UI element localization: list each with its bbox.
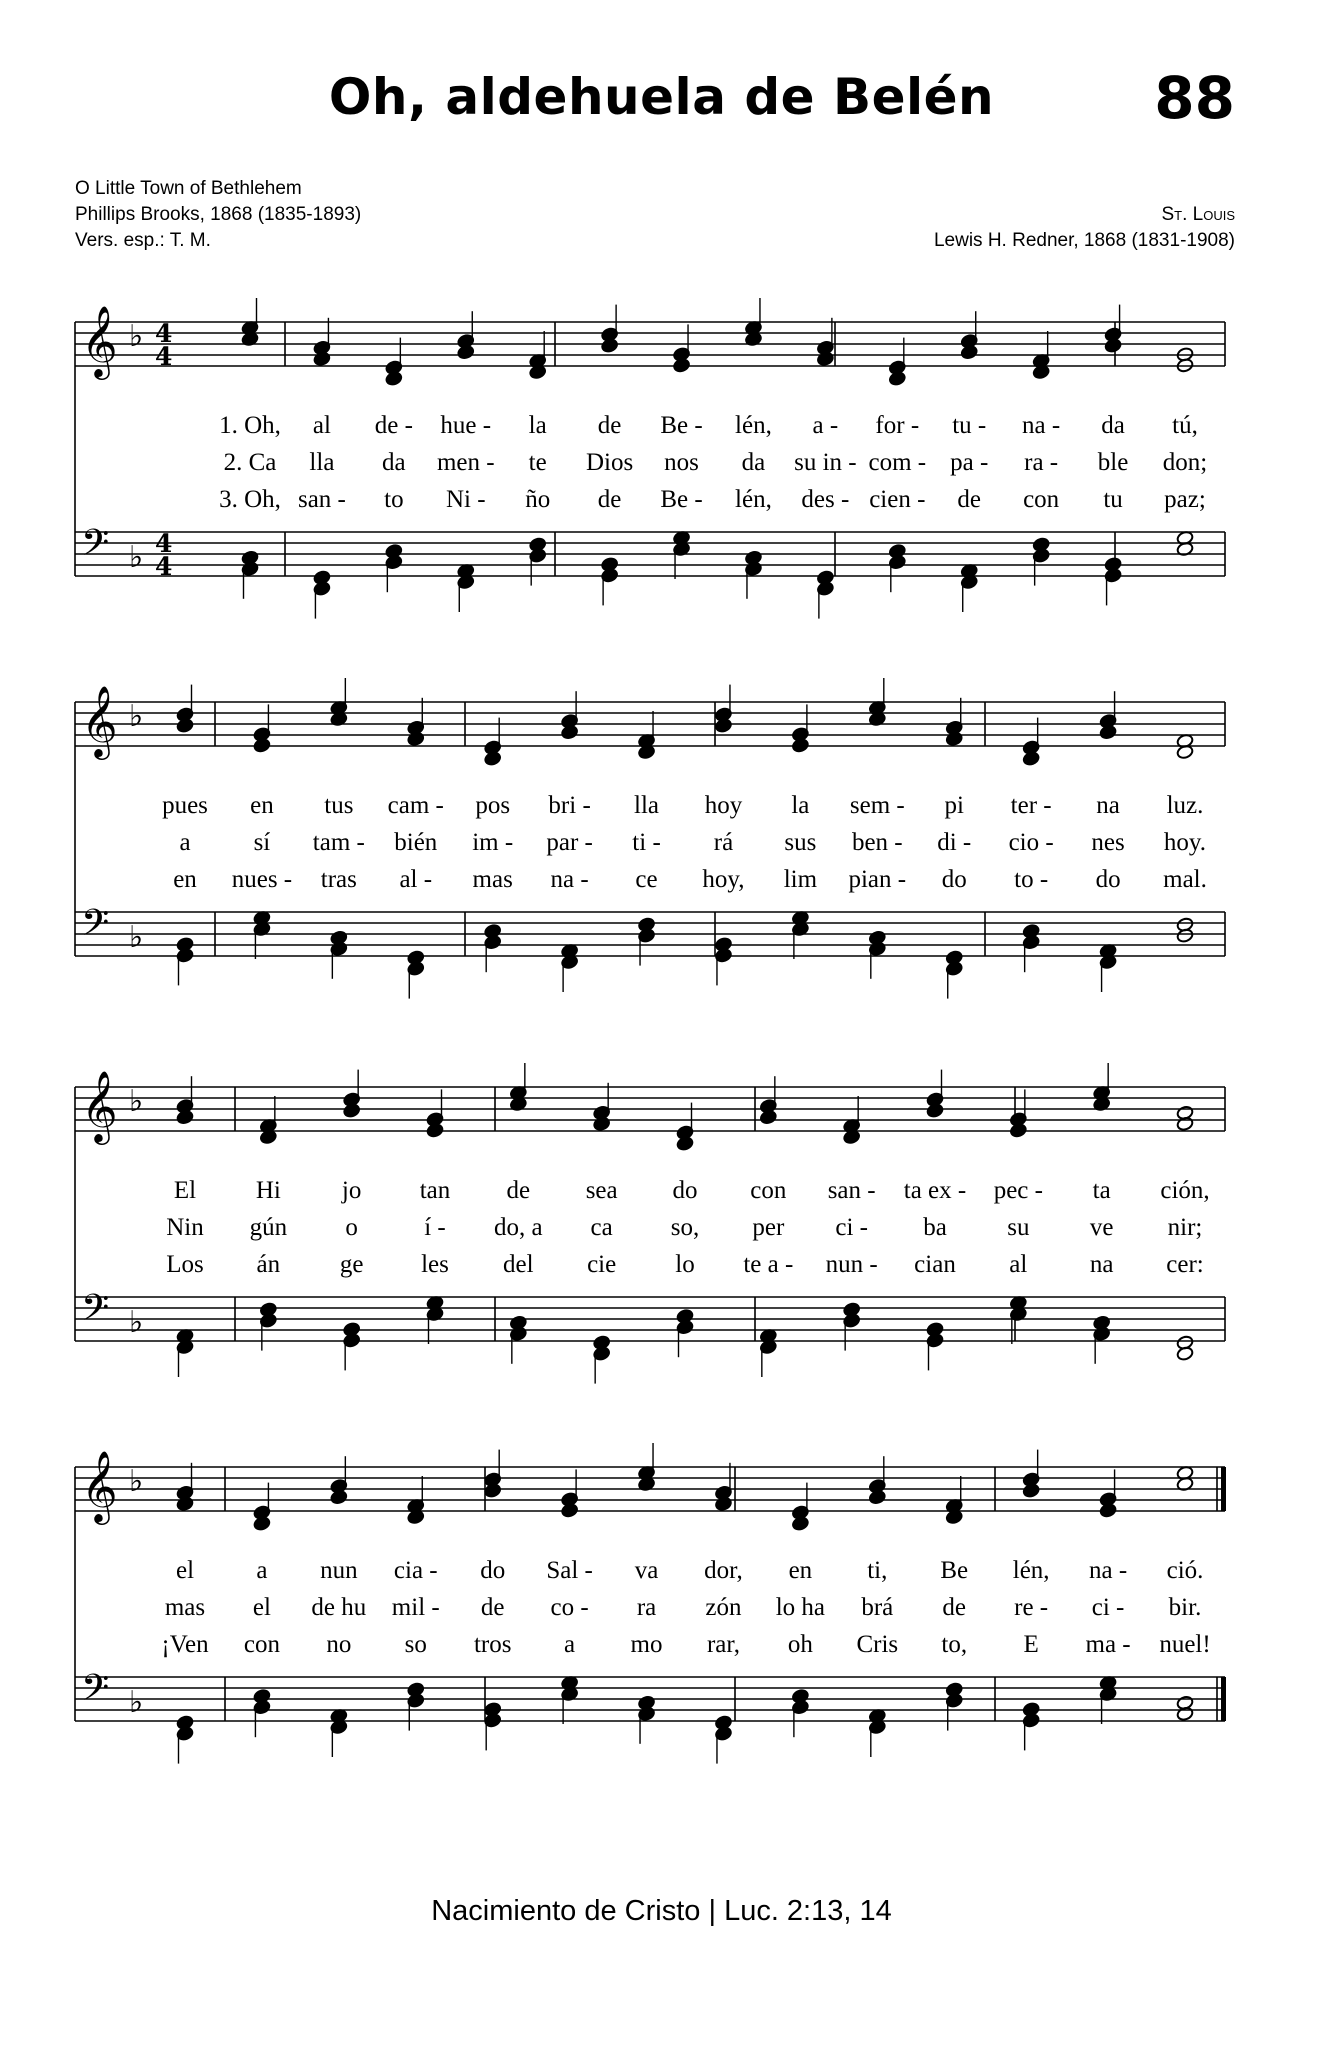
lyric-syllable: paz; <box>1164 486 1206 513</box>
lyric-syllable: ra - <box>1024 449 1059 476</box>
lyric-syllable: Nin <box>166 1214 204 1241</box>
lyric-syllable: tu <box>1103 486 1123 513</box>
lyric-syllable: do <box>941 866 967 893</box>
lyric-syllable: a <box>179 829 191 856</box>
lyric-syllable: de - <box>374 412 413 439</box>
lyric-verse-2 <box>75 1214 1225 1248</box>
lyric-syllable: án <box>256 1251 281 1278</box>
lyric-verse-2 <box>75 449 1225 483</box>
final-barline-thick <box>1221 1677 1226 1721</box>
note-head <box>1022 751 1040 766</box>
note-head <box>253 738 271 753</box>
lyric-syllable: oh <box>787 1631 813 1658</box>
lyric-syllable: te <box>528 449 547 476</box>
treble-clef-icon: 𝄞 <box>81 304 118 377</box>
note-head <box>715 718 733 733</box>
lyric-syllable: Be <box>940 1557 969 1584</box>
lyric-syllable: sus <box>784 829 817 856</box>
lyric-syllable: tras <box>320 866 357 893</box>
flat-icon: ♭ <box>129 1464 144 1499</box>
lyric-syllable: su <box>1007 1214 1030 1241</box>
note-head <box>759 1109 777 1124</box>
lyric-syllable: na - <box>1022 412 1061 439</box>
lyric-syllable: cia - <box>393 1557 438 1584</box>
footer-topic: Nacimiento de Cristo <box>431 1895 701 1927</box>
lyric-syllable: mal. <box>1163 866 1207 893</box>
time-signature-bottom: 4 <box>155 342 173 371</box>
note-head <box>1022 1483 1040 1498</box>
lyric-syllable: de <box>597 486 622 513</box>
note-head <box>601 338 619 353</box>
lyric-verse-3 <box>75 1251 1225 1285</box>
lyric-syllable: to <box>384 486 404 513</box>
lyric-syllable: ma - <box>1085 1631 1131 1658</box>
note-head <box>407 731 425 746</box>
note-head <box>868 1489 886 1504</box>
lyric-syllable: nun <box>320 1557 358 1584</box>
lyric-syllable: E <box>1023 1631 1039 1658</box>
lyric-syllable: na - <box>1088 1557 1128 1584</box>
lyric-syllable: al <box>312 412 331 439</box>
lyric-syllable: en <box>788 1557 813 1584</box>
lyric-syllable: su in - <box>794 449 857 476</box>
note-head <box>1009 1123 1027 1138</box>
tune-name: St. Louis <box>1161 204 1235 225</box>
flat-icon: ♭ <box>129 699 144 734</box>
lyric-syllable: pi <box>944 792 964 819</box>
lyric-syllable: da <box>1101 412 1125 439</box>
lyric-syllable: lén, <box>735 412 772 439</box>
note-head <box>385 371 403 386</box>
note-head <box>593 1116 611 1131</box>
time-signature-bottom: 4 <box>155 552 173 581</box>
footer-separator: | <box>708 1895 716 1927</box>
lyric-syllable: pos <box>475 792 511 819</box>
lyric-syllable: lén, <box>735 486 772 513</box>
lyric-verse-1 <box>75 792 1225 826</box>
music-system-2 <box>75 680 1225 1000</box>
note-head <box>484 751 502 766</box>
lyric-syllable: de hu <box>311 1594 367 1621</box>
lyric-syllable: com - <box>868 449 927 476</box>
lyric-syllable: pues <box>162 792 208 819</box>
hymn-title: Oh, aldehuela de Belén <box>328 68 995 126</box>
lyric-syllable: jo <box>341 1177 362 1204</box>
note-head <box>673 358 691 373</box>
lyric-syllable: de <box>942 1594 967 1621</box>
lyric-syllable: a <box>564 1631 576 1658</box>
lyric-syllable: 2. Ca <box>223 449 277 476</box>
lyric-verse-1 <box>75 412 1225 446</box>
lyric-syllable: luz. <box>1166 792 1204 819</box>
time-signature-top: 4 <box>155 529 173 558</box>
lyric-syllable: im - <box>472 829 514 856</box>
lyric-syllable: Los <box>166 1251 204 1278</box>
note-head <box>791 1516 809 1531</box>
bass-clef-icon: 𝄢 <box>81 522 110 573</box>
lyric-syllable: o <box>345 1214 358 1241</box>
lyric-syllable: a - <box>812 412 839 439</box>
lyric-syllable: tam - <box>312 829 365 856</box>
note-head <box>561 724 579 739</box>
note-head <box>1099 1503 1117 1518</box>
lyric-syllable: al <box>1009 1251 1028 1278</box>
lyric-verse-3 <box>75 486 1225 520</box>
note-head <box>1099 724 1117 739</box>
lyric-syllable: del <box>503 1251 534 1278</box>
lyric-syllable: bién <box>394 829 438 856</box>
note-head <box>816 351 834 366</box>
lyric-syllable: san - <box>297 486 346 513</box>
lyric-verse-3 <box>75 866 1225 900</box>
note-head <box>1104 338 1122 353</box>
lyric-syllable: gún <box>249 1214 288 1241</box>
lyric-syllable: so <box>404 1631 427 1658</box>
lyric-syllable: les <box>421 1251 449 1278</box>
lyric-syllable: la <box>528 412 547 439</box>
lyric-syllable: sí <box>253 829 271 856</box>
lyric-syllable: mil - <box>391 1594 440 1621</box>
note-head <box>457 344 475 359</box>
footer <box>0 1895 1323 1928</box>
note-head <box>945 731 963 746</box>
lyric-syllable: nir; <box>1167 1214 1203 1241</box>
lyric-syllable: da <box>382 449 406 476</box>
lyric-syllable: do <box>480 1557 506 1584</box>
lyric-syllable: mas <box>164 1594 206 1621</box>
lyric-syllable: Ni - <box>445 486 486 513</box>
time-signature-top: 4 <box>155 319 173 348</box>
note-head <box>1176 1346 1194 1361</box>
note-head <box>1176 1706 1194 1721</box>
lyric-syllable: de <box>480 1594 505 1621</box>
lyric-syllable: 3. Oh, <box>219 486 281 513</box>
bass-clef-icon: 𝄢 <box>81 1667 110 1718</box>
lyric-syllable: bir. <box>1168 1594 1202 1621</box>
lyric-syllable: cian <box>914 1251 956 1278</box>
treble-clef-icon: 𝄞 <box>81 1449 118 1522</box>
lyric-syllable: lo ha <box>775 1594 826 1621</box>
bass-clef-icon: 𝄢 <box>81 1287 110 1338</box>
credits-left <box>75 176 361 254</box>
lyric-syllable: el <box>175 1557 195 1584</box>
lyric-syllable: ter - <box>1010 792 1052 819</box>
lyric-syllable: ca <box>590 1214 613 1241</box>
lyric-syllable: con <box>1023 486 1060 513</box>
english-title: O Little Town of Bethlehem <box>75 178 302 199</box>
lyric-syllable: to - <box>1014 866 1049 893</box>
lyric-syllable: Sal - <box>546 1557 593 1584</box>
lyric-syllable: rá <box>713 829 734 856</box>
note-head <box>676 1136 694 1151</box>
lyric-syllable: ti - <box>632 829 661 856</box>
lyric-syllable: en <box>250 792 274 819</box>
note-head <box>176 718 194 733</box>
lyric-syllable: tros <box>473 1631 512 1658</box>
lyric-syllable: Be - <box>660 486 703 513</box>
note-head <box>791 738 809 753</box>
lyric-syllable: de <box>597 412 622 439</box>
lyric-syllable: per <box>752 1214 785 1241</box>
lyric-syllable: Dios <box>585 449 634 476</box>
music-system-4 <box>75 1445 1225 1765</box>
lyric-syllable: do, a <box>494 1214 543 1241</box>
treble-clef-icon: 𝄞 <box>81 684 118 757</box>
lyric-syllable: El <box>173 1177 197 1204</box>
lyric-syllable: nos <box>664 449 699 476</box>
lyric-syllable: hoy. <box>1163 829 1207 856</box>
lyric-syllable: cio - <box>1008 829 1054 856</box>
lyric-syllable: de <box>957 486 982 513</box>
lyric-syllable: Cris <box>856 1631 899 1658</box>
lyric-syllable: ble <box>1097 449 1129 476</box>
lyric-syllable: ci - <box>1091 1594 1125 1621</box>
lyric-syllable: nues - <box>231 866 293 893</box>
lyric-syllable: na <box>1089 1251 1114 1278</box>
lyric-verse-3 <box>75 1631 1225 1665</box>
lyric-syllable: í - <box>424 1214 446 1241</box>
flat-icon: ♭ <box>129 1305 144 1340</box>
lyric-syllable: te a - <box>743 1251 794 1278</box>
lyric-syllable: hue - <box>440 412 492 439</box>
lyric-verse-2 <box>75 829 1225 863</box>
lyric-syllable: 1. Oh, <box>219 412 281 439</box>
lyric-syllable: mo <box>630 1631 663 1658</box>
note-head <box>1176 928 1194 943</box>
lyric-syllable: tus <box>324 792 354 819</box>
lyric-syllable: con <box>750 1177 787 1204</box>
music-system-1 <box>75 300 1225 620</box>
lyric-syllable: da <box>741 449 766 476</box>
lyric-verse-1 <box>75 1557 1225 1591</box>
lyric-syllable: co - <box>550 1594 589 1621</box>
lyric-syllable: tan <box>419 1177 451 1204</box>
lyric-syllable: mas <box>472 866 513 893</box>
lyric-syllable: ción, <box>1160 1177 1210 1204</box>
lyric-syllable: cam - <box>387 792 444 819</box>
text-author: Phillips Brooks, 1868 (1835-1893) <box>75 204 362 225</box>
lyric-syllable: ño <box>525 486 551 513</box>
lyric-syllable: ti, <box>867 1557 888 1584</box>
lyric-syllable: re - <box>1014 1594 1049 1621</box>
lyric-syllable: na - <box>550 866 589 893</box>
lyric-syllable: ve <box>1089 1214 1114 1241</box>
flat-icon: ♭ <box>129 920 144 955</box>
note-head <box>313 351 331 366</box>
flat-icon: ♭ <box>129 1084 144 1119</box>
lyric-syllable: des - <box>801 486 850 513</box>
footer-scripture: Luc. 2:13, 14 <box>724 1895 892 1927</box>
lyric-syllable: no <box>326 1631 352 1658</box>
note-head <box>926 1103 944 1118</box>
lyric-syllable: hoy <box>704 792 743 819</box>
flat-icon: ♭ <box>129 540 144 575</box>
lyric-syllable: ci - <box>835 1214 868 1241</box>
lyric-syllable: a <box>256 1557 268 1584</box>
lyric-syllable: ba <box>923 1214 947 1241</box>
lyric-syllable: ¡Ven <box>161 1631 209 1658</box>
note-head <box>253 1516 271 1531</box>
note-head <box>888 371 906 386</box>
lyric-syllable: Hi <box>255 1177 281 1204</box>
note-head <box>176 1496 194 1511</box>
lyric-syllable: con <box>243 1631 280 1658</box>
lyric-syllable: ció. <box>1166 1557 1204 1584</box>
note-head <box>343 1103 361 1118</box>
music-system-3 <box>75 1065 1225 1385</box>
lyric-syllable: nuel! <box>1159 1631 1211 1658</box>
lyric-syllable: rar, <box>706 1631 740 1658</box>
lyric-syllable: na <box>1096 792 1120 819</box>
lyric-syllable: so, <box>670 1214 700 1241</box>
note-head <box>176 1109 194 1124</box>
lyric-syllable: ge <box>339 1251 364 1278</box>
lyric-syllable: ben - <box>851 829 903 856</box>
lyric-syllable: do <box>672 1177 698 1204</box>
lyric-syllable: lim <box>783 866 818 893</box>
lyric-syllable: el <box>252 1594 271 1621</box>
lyric-syllable: to, <box>941 1631 968 1658</box>
lyric-syllable: ta ex - <box>903 1177 967 1204</box>
lyric-syllable: lén, <box>1012 1557 1050 1584</box>
note-head <box>715 1496 733 1511</box>
lyric-syllable: lla <box>634 792 660 819</box>
lyric-syllable: cer: <box>1166 1251 1204 1278</box>
lyric-syllable: cie <box>587 1251 617 1278</box>
lyric-syllable: zón <box>705 1594 742 1621</box>
lyric-syllable: don; <box>1162 449 1208 476</box>
lyric-syllable: men - <box>436 449 495 476</box>
lyric-syllable: lla <box>309 449 335 476</box>
lyric-syllable: Be - <box>660 412 703 439</box>
lyric-syllable: tu - <box>952 412 987 439</box>
lyric-syllable: par - <box>546 829 593 856</box>
lyric-syllable: al - <box>399 866 433 893</box>
lyric-syllable: va <box>634 1557 659 1584</box>
lyric-syllable: for - <box>875 412 920 439</box>
lyric-syllable: do <box>1095 866 1121 893</box>
flat-icon: ♭ <box>129 319 144 354</box>
note-head <box>484 1483 502 1498</box>
lyric-syllable: bri - <box>548 792 591 819</box>
treble-clef-icon: 𝄞 <box>81 1069 118 1142</box>
flat-icon: ♭ <box>129 1685 144 1720</box>
lyric-syllable: sea <box>585 1177 618 1204</box>
lyric-syllable: pa - <box>950 449 989 476</box>
lyric-syllable: nes <box>1091 829 1125 856</box>
lyric-syllable: pian - <box>848 866 907 893</box>
lyric-syllable: pec - <box>993 1177 1043 1204</box>
translator: Vers. esp.: T. M. <box>75 230 211 251</box>
hymn-number: 88 <box>1154 64 1235 132</box>
lyric-syllable: san - <box>827 1177 876 1204</box>
lyric-syllable: lo <box>675 1251 695 1278</box>
lyric-syllable: dor, <box>704 1557 743 1584</box>
bass-clef-icon: 𝄢 <box>81 902 110 953</box>
lyric-syllable: hoy, <box>702 866 745 893</box>
lyric-syllable: tú, <box>1172 412 1198 439</box>
lyric-syllable: ra <box>636 1594 657 1621</box>
note-head <box>960 344 978 359</box>
final-barline-thick <box>1221 1467 1226 1511</box>
lyric-syllable: la <box>791 792 810 819</box>
lyric-syllable: sem - <box>849 792 905 819</box>
lyric-syllable: de <box>506 1177 531 1204</box>
note-head <box>426 1123 444 1138</box>
lyric-syllable: cien - <box>869 486 926 513</box>
lyric-syllable: brá <box>861 1594 894 1621</box>
lyric-syllable: di - <box>937 829 972 856</box>
lyric-syllable: ce <box>635 866 658 893</box>
note-head <box>561 1503 579 1518</box>
lyric-verse-1 <box>75 1177 1225 1211</box>
note-head <box>330 1489 348 1504</box>
lyric-syllable: en <box>173 866 197 893</box>
lyric-verse-2 <box>75 1594 1225 1628</box>
note-head <box>1176 1116 1194 1131</box>
lyric-syllable: nun - <box>825 1251 878 1278</box>
lyric-syllable: ta <box>1092 1177 1111 1204</box>
credits-right <box>934 202 1235 254</box>
composer: Lewis H. Redner, 1868 (1831-1908) <box>933 230 1235 251</box>
